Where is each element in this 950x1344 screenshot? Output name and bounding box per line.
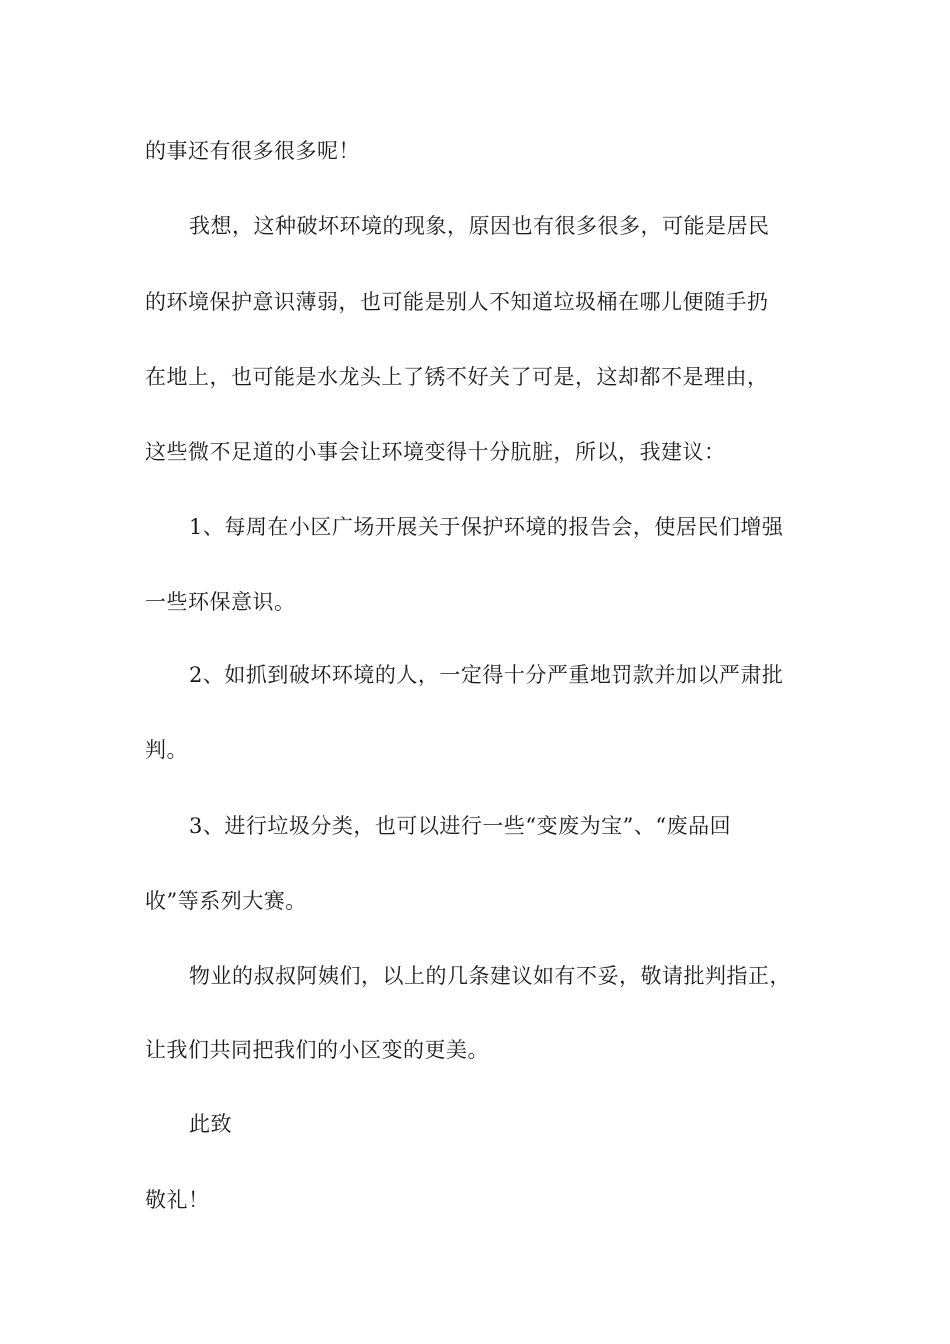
salutation-line: 敬礼！ (145, 1188, 210, 1212)
paragraph-line: 我想，这种破坏环境的现象，原因也有很多很多，可能是居民 (189, 214, 770, 238)
paragraph-line: 的事还有很多很多呢！ (145, 139, 360, 163)
list-item-line: 2、如抓到破坏环境的人，一定得十分严重地罚款并加以严肃批 (189, 663, 784, 687)
paragraph-line: 在地上，也可能是水龙头上了锈不好关了可是，这却都不是理由， (145, 365, 769, 389)
paragraph-line: 的环境保护意识薄弱，也可能是别人不知道垃圾桶在哪儿便随手扔 (145, 290, 769, 314)
paragraph-line: 这些微不足道的小事会让环境变得十分肮脏，所以，我建议： (145, 440, 726, 464)
paragraph-line: 让我们共同把我们的小区变的更美。 (145, 1038, 489, 1062)
list-item-line: 判。 (145, 738, 188, 762)
list-item-line: 一些环保意识。 (145, 590, 296, 614)
list-item-line: 3、进行垃圾分类，也可以进行一些“变废为宝”、“废品回 (189, 814, 732, 838)
list-item-line: 1、每周在小区广场开展关于保护环境的报告会，使居民们增强 (189, 515, 784, 539)
closing-line: 此致 (189, 1112, 232, 1136)
list-item-line: 收”等系列大赛。 (145, 889, 307, 913)
paragraph-line: 物业的叔叔阿姨们，以上的几条建议如有不妥，敬请批判指正， (189, 964, 791, 988)
